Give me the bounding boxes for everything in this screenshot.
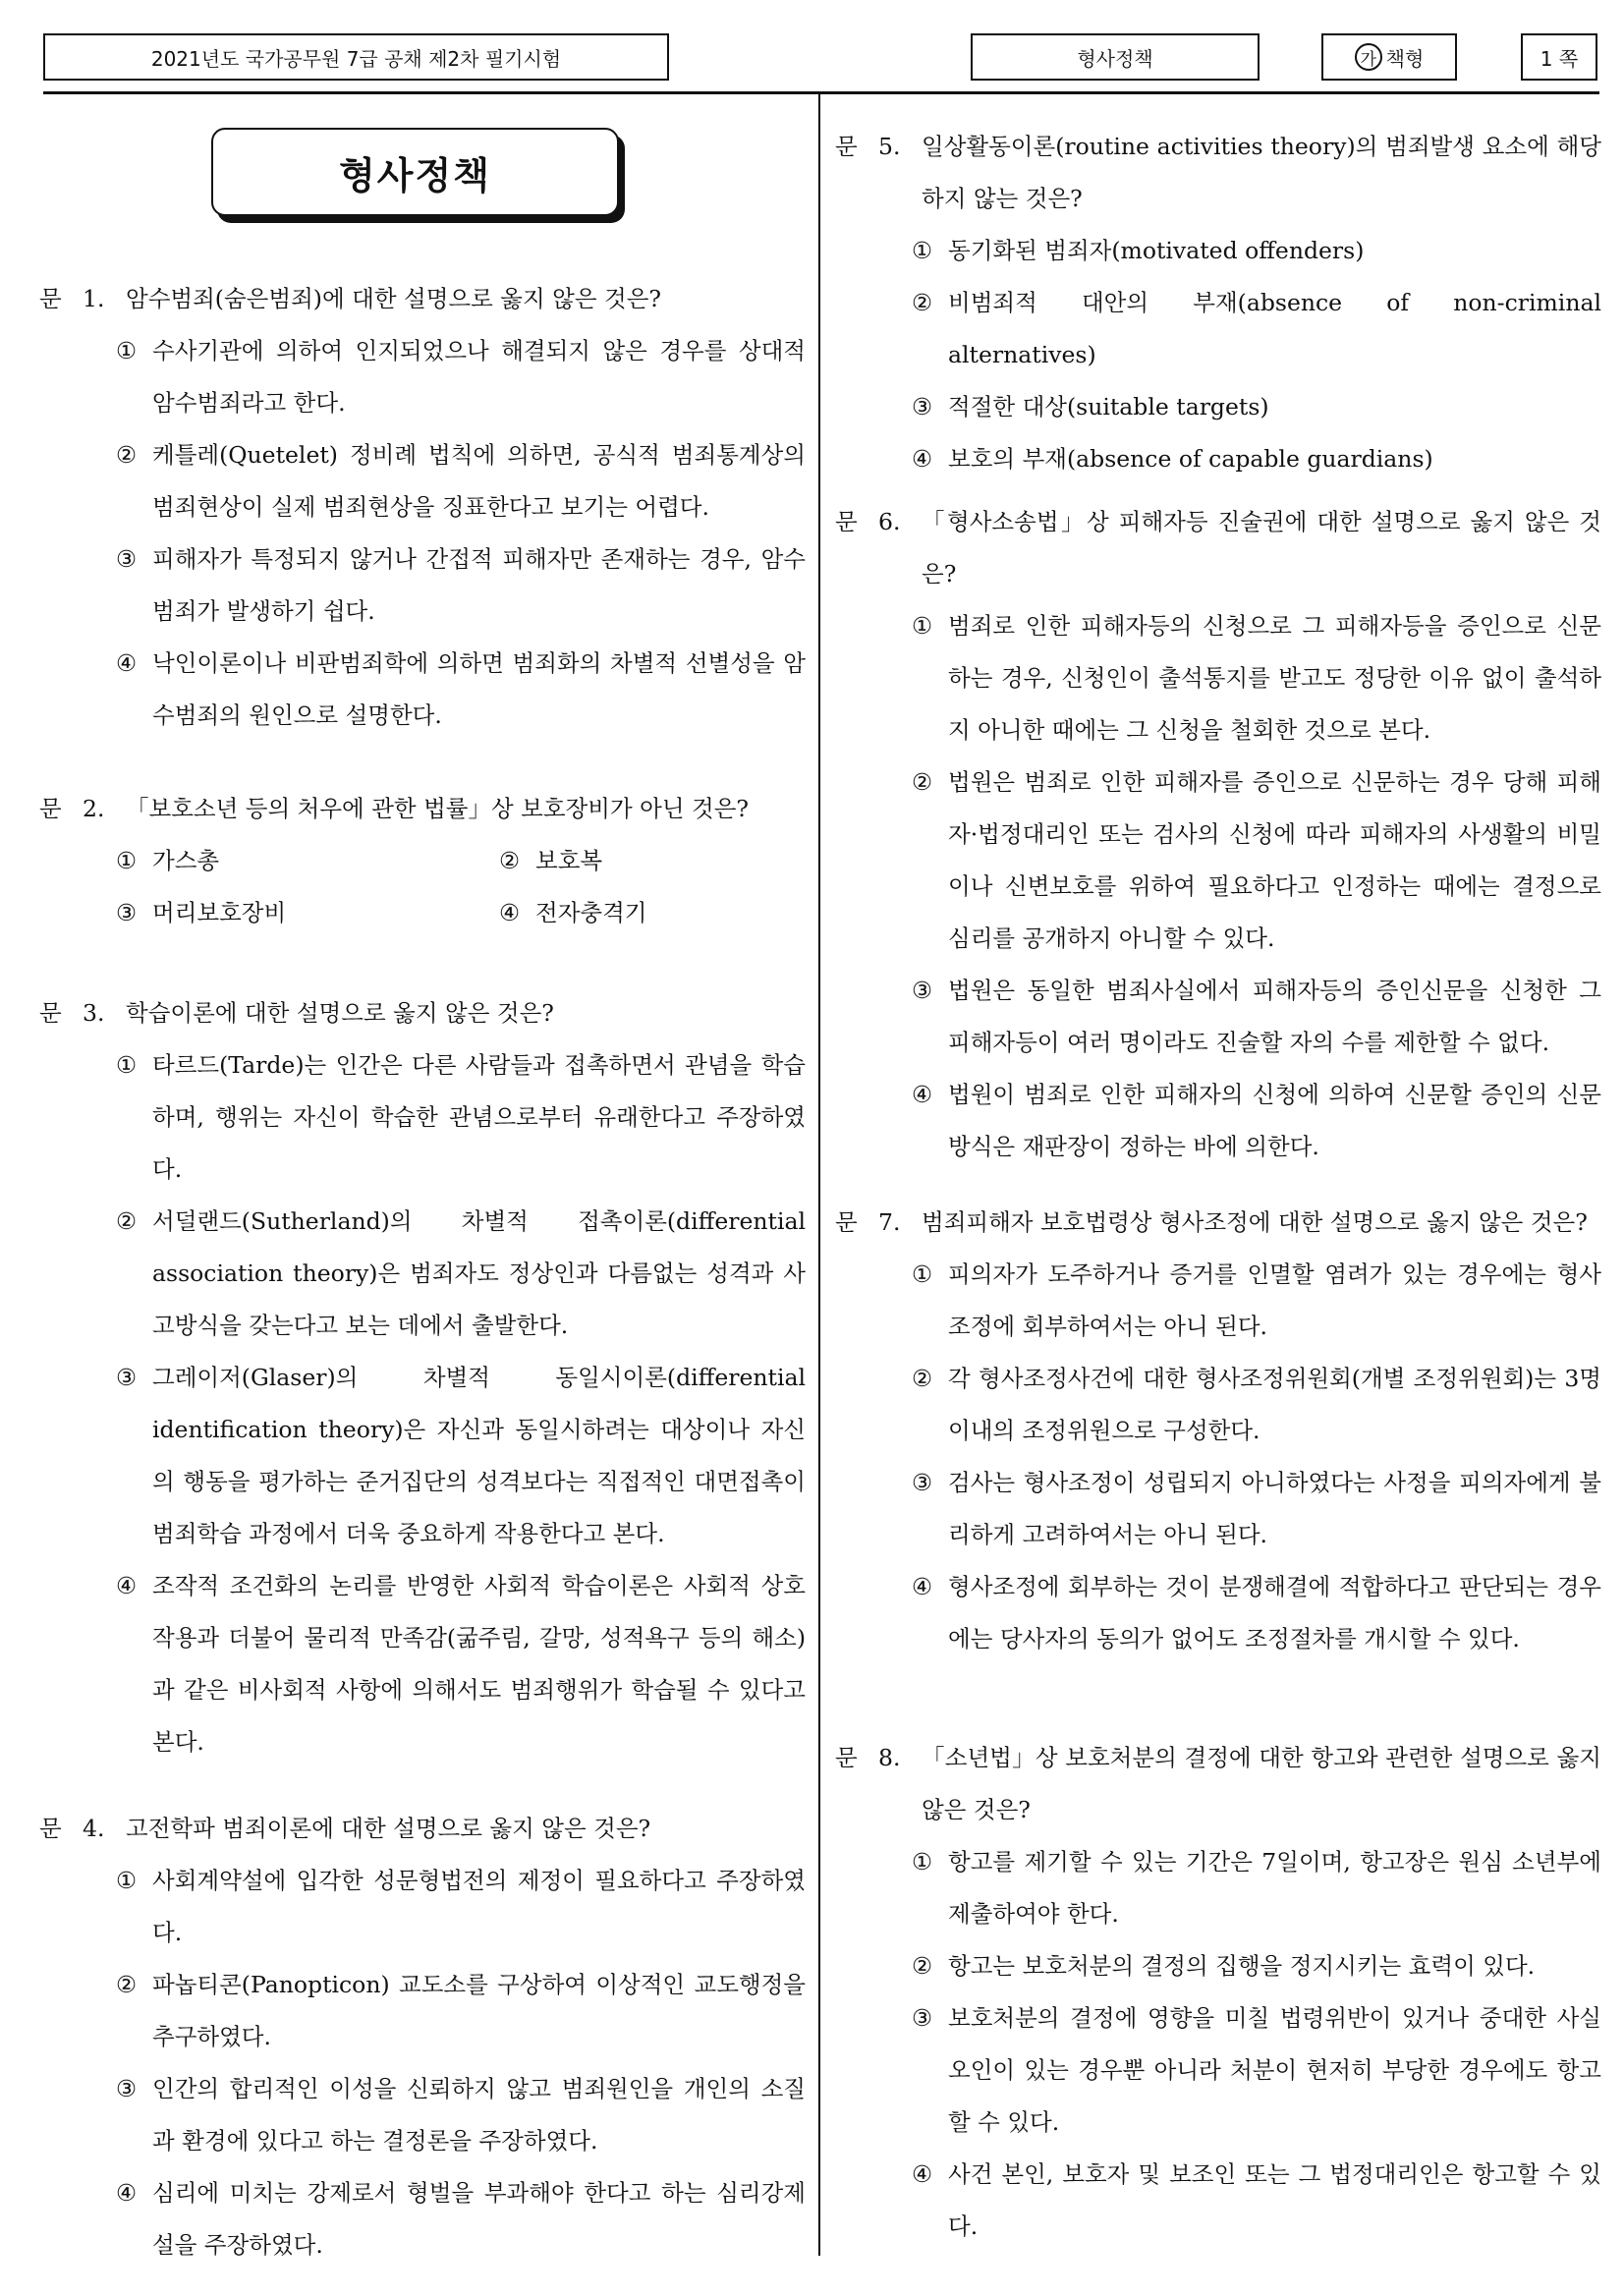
option-2[interactable] (39, 429, 806, 533)
question-stem (835, 496, 1601, 600)
option-4[interactable] (835, 433, 1601, 485)
question-marker: 문 (835, 508, 858, 535)
option-1[interactable] (39, 325, 806, 429)
option-text: 그레이저(Glaser)의 차별적 동일시이론(differential identification theory)은 자신과 동일시하려는 대상이나 자신의 행동을 평가하는 준거집단의 성격보다는 직접적인 대면접촉이 범죄학습 과정에서 더욱 중요하게 작용한다고 본다. (152, 1364, 806, 1547)
question-text: 「형사소송법」상 피해자등 진술권에 대한 설명으로 옳지 않은 것은? (922, 508, 1601, 588)
option-text: 형사조정에 회부하는 것이 분쟁해결에 적합하다고 판단되는 경우에는 당사자의 동의가 없어도 조정절차를 개시할 수 있다. (948, 1573, 1601, 1652)
option-text: 검사는 형사조정이 성립되지 아니하였다는 사정을 피의자에게 불리하게 고려하여서는 아니 된다. (948, 1469, 1601, 1548)
option-number: ③ (912, 1469, 933, 1496)
option-2[interactable] (39, 1196, 806, 1352)
option-2[interactable] (835, 756, 1601, 965)
option-text: 낙인이론이나 비판범죄학에 의하면 범죄화의 차별적 선별성을 암수범죄의 원인으로 설명한다. (152, 649, 806, 729)
option-1[interactable] (835, 1249, 1601, 1353)
subject-title-box (211, 128, 619, 216)
question-number: 4. (83, 1815, 105, 1842)
option-text: 타르드(Tarde)는 인간은 다른 사람들과 접촉하면서 관념을 학습하며, 행위는 자신이 학습한 관념으로부터 유래한다고 주장하였다. (152, 1051, 806, 1183)
question-number: 8. (878, 1744, 901, 1771)
option-text: 범죄로 인한 피해자등의 신청으로 그 피해자등을 증인으로 신문하는 경우, 신청인이 출석통지를 받고도 정당한 이유 없이 출석하지 아니한 때에는 그 신청을 철회한 것으로 본다. (948, 612, 1601, 744)
option-1[interactable] (835, 600, 1601, 756)
option-number: ② (912, 768, 933, 796)
option-3[interactable] (39, 2063, 806, 2167)
question-6 (835, 496, 1601, 1173)
option-number: ① (116, 847, 138, 874)
option-number: ① (116, 1867, 138, 1894)
option-text: 가스총 (152, 847, 220, 874)
booklet-type-box (1321, 33, 1457, 81)
question-marker: 문 (39, 795, 62, 822)
option-number: ④ (116, 2179, 138, 2207)
option-number: ③ (912, 2004, 933, 2032)
question-7 (835, 1197, 1601, 1665)
option-number: ③ (116, 899, 138, 926)
option-text: 법원은 동일한 범죄사실에서 피해자등의 증인신문을 신청한 그 피해자등이 여러 명이라도 진술할 자의 수를 제한할 수 없다. (948, 977, 1601, 1056)
option-text: 사건 본인, 보호자 및 보조인 또는 그 법정대리인은 항고할 수 있다. (948, 2160, 1601, 2240)
question-marker: 문 (835, 1744, 858, 1771)
question-number: 7. (878, 1208, 901, 1236)
option-text: 법원이 범죄로 인한 피해자의 신청에 의하여 신문할 증인의 신문방식은 재판장이 정하는 바에 의한다. (948, 1081, 1601, 1160)
option-4[interactable] (39, 638, 806, 742)
option-number: ④ (116, 1572, 138, 1599)
option-4[interactable] (39, 1560, 806, 1768)
booklet-mark: 가 (1355, 43, 1382, 71)
option-1[interactable] (835, 1836, 1601, 1940)
option-text: 보호의 부재(absence of capable guardians) (948, 445, 1433, 473)
option-text: 피의자가 도주하거나 증거를 인멸할 염려가 있는 경우에는 형사조정에 회부하여서는 아니 된다. (948, 1260, 1601, 1340)
option-4[interactable] (422, 887, 806, 939)
option-number: ① (912, 1848, 933, 1876)
subject-box (971, 33, 1260, 81)
booklet-suffix: 책형 (1385, 46, 1425, 71)
option-number: ② (912, 1365, 933, 1392)
page-number-box (1521, 33, 1597, 81)
option-3[interactable] (39, 1352, 806, 1560)
option-text: 보호처분의 결정에 영향을 미칠 법령위반이 있거나 중대한 사실오인이 있는 경우뿐 아니라 처분이 현저히 부당한 경우에도 항고할 수 있다. (948, 2004, 1601, 2136)
option-number: ① (912, 237, 933, 264)
question-stem (835, 1732, 1601, 1836)
option-text: 동기화된 범죄자(motivated offenders) (948, 237, 1365, 264)
page-number: 1 쪽 (1540, 46, 1579, 71)
question-stem (835, 1197, 1601, 1249)
question-text: 고전학파 범죄이론에 대한 설명으로 옳지 않은 것은? (126, 1815, 651, 1842)
option-3[interactable] (835, 1992, 1601, 2149)
option-number: ② (116, 1971, 138, 1998)
option-4[interactable] (835, 1069, 1601, 1173)
option-2[interactable] (835, 1940, 1601, 1992)
option-3[interactable] (835, 1457, 1601, 1561)
option-2[interactable] (39, 1959, 806, 2063)
option-4[interactable] (39, 2167, 806, 2271)
option-number: ④ (499, 899, 521, 926)
option-text: 파놉티콘(Panopticon) 교도소를 구상하여 이상적인 교도행정을 추구하였다. (152, 1971, 806, 2050)
option-text: 심리에 미치는 강제로서 형벌을 부과해야 한다고 하는 심리강제설을 주장하였다. (152, 2179, 806, 2259)
option-text: 각 형사조정사건에 대한 형사조정위원회(개별 조정위원회)는 3명 이내의 조정위원으로 구성한다. (948, 1365, 1601, 1444)
option-3[interactable] (39, 533, 806, 638)
question-8 (835, 1732, 1601, 2253)
question-text: 「보호소년 등의 처우에 관한 법률」상 보호장비가 아닌 것은? (126, 795, 750, 822)
subject-label: 형사정책 (1077, 46, 1153, 71)
option-number: ② (116, 441, 138, 469)
question-marker: 문 (39, 1815, 62, 1842)
option-number: ① (912, 612, 933, 640)
question-stem (39, 987, 806, 1039)
option-3[interactable] (835, 965, 1601, 1069)
header-rule (43, 91, 1599, 94)
question-4 (39, 1803, 806, 2271)
option-text: 법원은 범죄로 인한 피해자를 증인으로 신문하는 경우 당해 피해자·법정대리인 또는 검사의 신청에 따라 피해자의 사생활의 비밀이나 신변보호를 위하여 필요하다고 인정하는 때에는 결정으로 심리를 공개하지 아니할 수 있다. (948, 768, 1601, 952)
option-text: 항고는 보호처분의 결정의 집행을 정지시키는 효력이 있다. (948, 1952, 1536, 1980)
option-number: ① (912, 1260, 933, 1288)
option-1[interactable] (39, 835, 422, 887)
option-text: 비범죄적 대안의 부재(absence of non-criminal alternatives) (948, 289, 1601, 368)
question-text: 일상활동이론(routine activities theory)의 범죄발생 요소에 해당하지 않는 것은? (922, 133, 1601, 212)
option-text: 서덜랜드(Sutherland)의 차별적 접촉이론(differential association theory)은 범죄자도 정상인과 다름없는 성격과 사고방식을 갖는다고 보는 데에서 출발한다. (152, 1207, 806, 1339)
option-number: ② (116, 1207, 138, 1235)
question-number: 2. (83, 795, 105, 822)
question-stem (39, 783, 806, 835)
option-text: 사회계약설에 입각한 성문형법전의 제정이 필요하다고 주장하였다. (152, 1867, 806, 1946)
question-marker: 문 (835, 1208, 858, 1236)
option-2[interactable] (835, 1353, 1601, 1457)
question-marker: 문 (39, 285, 62, 312)
option-number: ② (912, 1952, 933, 1980)
question-text: 암수범죄(숨은범죄)에 대한 설명으로 옳지 않은 것은? (126, 285, 662, 312)
question-marker: 문 (39, 999, 62, 1027)
question-stem (39, 273, 806, 325)
option-2[interactable] (835, 277, 1601, 381)
option-number: ② (912, 289, 933, 316)
question-text: 학습이론에 대한 설명으로 옳지 않은 것은? (126, 999, 554, 1027)
option-1[interactable] (39, 1855, 806, 1959)
question-stem (835, 121, 1601, 225)
option-number: ③ (116, 545, 138, 573)
option-2[interactable] (422, 835, 806, 887)
option-text: 인간의 합리적인 이성을 신뢰하지 않고 범죄원인을 개인의 소질과 환경에 있다고 하는 결정론을 주장하였다. (152, 2075, 806, 2155)
question-5 (835, 121, 1601, 485)
option-text: 피해자가 특정되지 않거나 간접적 피해자만 존재하는 경우, 암수범죄가 발생하기 쉽다. (152, 545, 806, 625)
option-number: ④ (116, 649, 138, 677)
option-text: 적절한 대상(suitable targets) (948, 393, 1269, 420)
option-1[interactable] (39, 1039, 806, 1196)
option-number: ① (116, 337, 138, 364)
option-text: 수사기관에 의하여 인지되었으나 해결되지 않은 경우를 상대적 암수범죄라고 한다. (152, 337, 806, 417)
option-text: 항고를 제기할 수 있는 기간은 7일이며, 항고장은 원심 소년부에 제출하여야 한다. (948, 1848, 1601, 1928)
question-1 (39, 273, 806, 742)
option-number: ① (116, 1051, 138, 1079)
option-4[interactable] (835, 1561, 1601, 1665)
option-1[interactable] (835, 225, 1601, 277)
option-number: ③ (912, 393, 933, 420)
option-text: 조작적 조건화의 논리를 반영한 사회적 학습이론은 사회적 상호작용과 더불어 물리적 만족감(굶주림, 갈망, 성적욕구 등의 해소)과 같은 비사회적 사항에 의해서도 범죄행위가 학습될 수 있다고 본다. (152, 1572, 806, 1756)
question-3 (39, 987, 806, 1768)
option-3[interactable] (39, 887, 422, 939)
question-2 (39, 783, 806, 939)
option-text: 보호복 (535, 847, 603, 874)
option-text: 전자충격기 (535, 899, 647, 926)
option-number: ③ (116, 1364, 138, 1391)
option-number: ④ (912, 2160, 933, 2188)
column-divider (818, 94, 820, 2256)
question-stem (39, 1803, 806, 1855)
question-text: 「소년법」상 보호처분의 결정에 대한 항고와 관련한 설명으로 옳지 않은 것은? (922, 1744, 1601, 1823)
exam-title: 2021년도 국가공무원 7급 공채 제2차 필기시험 (150, 46, 562, 71)
option-number: ④ (912, 1573, 933, 1600)
option-number: ③ (116, 2075, 138, 2102)
option-number: ④ (912, 445, 933, 473)
option-text: 케틀레(Quetelet) 정비례 법칙에 의하면, 공식적 범죄통계상의 범죄현상이 실제 범죄현상을 징표한다고 보기는 어렵다. (152, 441, 806, 521)
question-number: 6. (878, 508, 901, 535)
question-number: 1. (83, 285, 105, 312)
question-text: 범죄피해자 보호법령상 형사조정에 대한 설명으로 옳지 않은 것은? (922, 1208, 1588, 1236)
question-number: 5. (878, 133, 901, 160)
option-number: ④ (912, 1081, 933, 1108)
option-number: ③ (912, 977, 933, 1004)
option-3[interactable] (835, 381, 1601, 433)
option-text: 머리보호장비 (152, 899, 287, 926)
option-number: ② (499, 847, 521, 874)
exam-title-box (43, 33, 669, 81)
question-marker: 문 (835, 133, 858, 160)
option-4[interactable] (835, 2149, 1601, 2253)
question-number: 3. (83, 999, 105, 1027)
subject-title: 형사정책 (339, 153, 491, 197)
option-grid (39, 835, 806, 939)
